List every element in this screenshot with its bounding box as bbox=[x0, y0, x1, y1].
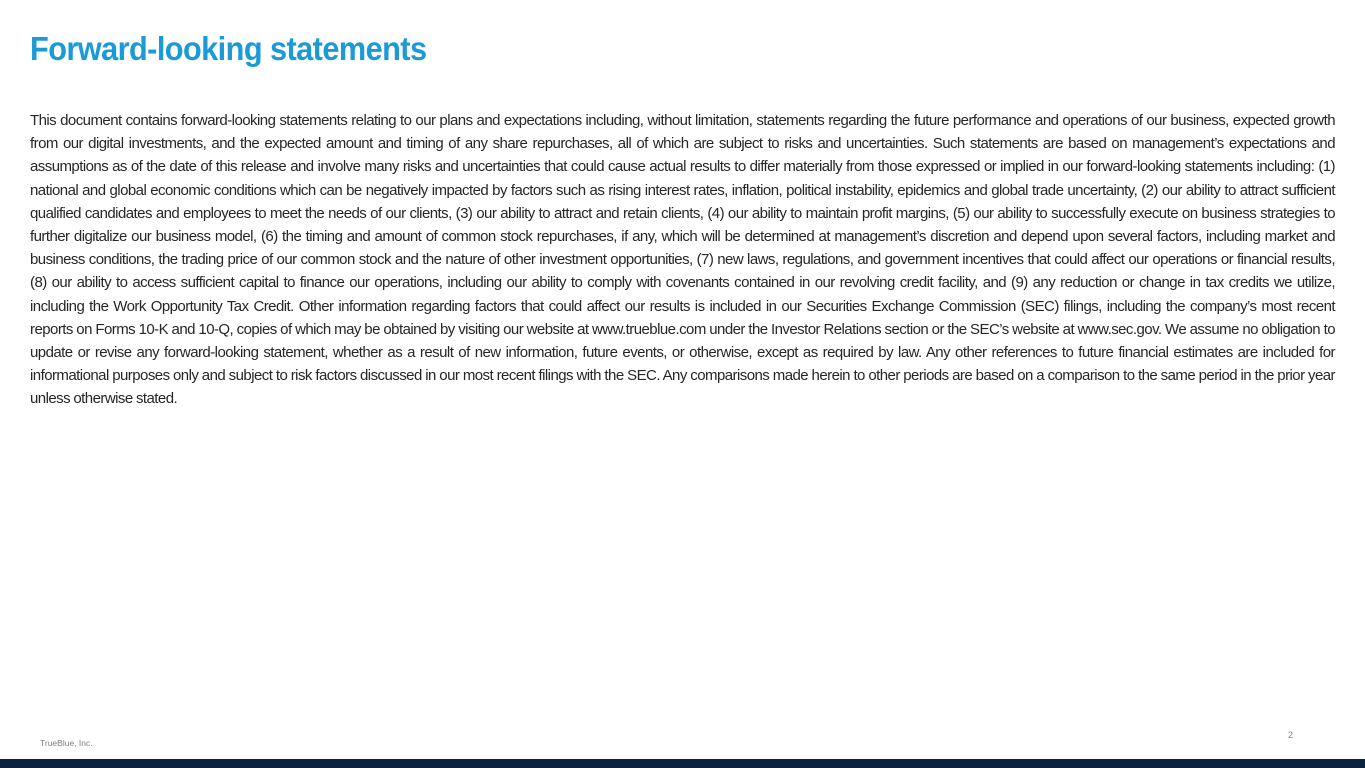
footer-company-name: TrueBlue, Inc. bbox=[40, 738, 93, 748]
bottom-accent-bar bbox=[0, 759, 1365, 768]
forward-looking-statement-text: This document contains forward-looking statements relating to our plans and expectations including, without limitation, statements regarding the future performance and operations of our business, expected growth from our digital investments, and the expected amount and timing of any share repurchases, all of which are subject to risks and uncertainties. Such statements are based on management’s expectations and assumptions as of the date of this release and involve many risks and uncertainties that could cause actual results to differ materially from those expressed or implied in our forward-looking statements including: (1) national and global economic conditions which can be negatively impacted by factors such as rising interest rates, inflation, political instability, epidemics and global trade uncertainty, (2) our ability to attract sufficient qualified candidates and employees to meet the needs of our clients, (3) our ability to attract and retain clients, (4) our ability to maintain profit margins, (5) our ability to successfully execute on business strategies to further digitalize our business model, (6) the timing and amount of common stock repurchases, if any, which will be determined at management’s discretion and depend upon several factors, including market and business conditions, the trading price of our common stock and the nature of other investment opportunities, (7) new laws, regulations, and government incentives that could affect our operations or financial results, (8) our ability to access sufficient capital to finance our operations, including our ability to comply with covenants contained in our revolving credit facility, and (9) any reduction or change in tax credits we utilize, including the Work Opportunity Tax Credit. Other information regarding factors that could affect our results is included in our Securities Exchange Commission (SEC) filings, including the company’s most recent reports on Forms 10-K and 10-Q, copies of which may be obtained by visiting our website at www.trueblue.com under the Investor Relations section or the SEC’s website at www.sec.gov. We assume no obligation to update or revise any forward-looking statement, whether as a result of new information, future events, or otherwise, except as required by law. Any other references to future financial estimates are included for informational purposes only and subject to risk factors discussed in our most recent filings with the SEC. Any comparisons made herein to other periods are based on a comparison to the same period in the prior year unless otherwise stated. bbox=[30, 112, 1335, 408]
slide-title: Forward-looking statements bbox=[30, 30, 427, 67]
page-number: 2 bbox=[1288, 730, 1294, 740]
